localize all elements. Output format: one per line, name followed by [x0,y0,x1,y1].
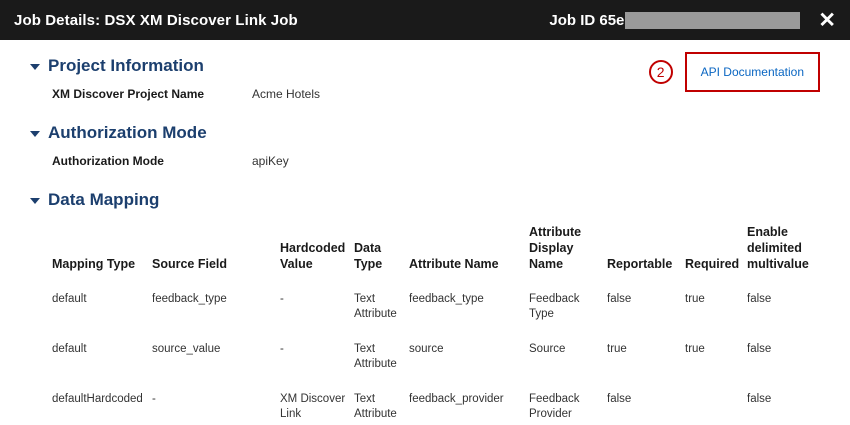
caret-down-icon [30,198,40,204]
cell-attribute-name: feedback_type [409,293,484,305]
api-documentation-highlight-box [685,52,820,92]
table-row [52,332,842,382]
cell-hardcoded-value: - [280,342,284,355]
cell-source-field: - [152,392,156,405]
section-title-data-mapping: Data Mapping [48,190,160,209]
column-header-reportable: Reportable [607,257,673,271]
section-header-data-mapping[interactable] [30,190,820,210]
data-mapping-table [52,224,842,425]
field-label: XM Discover Project Name [52,87,205,101]
field-row [52,154,820,168]
field-value: apiKey [252,154,289,168]
column-header-attribute-name: Attribute Name [409,257,499,271]
job-id-redacted-block [625,12,800,29]
cell-enable-delimited-multivalue: false [747,293,772,305]
table-row [52,282,842,332]
column-header-data-type: Data Type [354,241,383,271]
cell-hardcoded-value: XM Discover Link [280,392,346,420]
section-authorization-mode [30,123,820,168]
section-data-mapping [30,190,820,425]
cell-reportable: true [607,342,627,355]
cell-attribute-display-name: Source [529,342,566,355]
api-documentation-link[interactable]: API Documentation [700,65,804,79]
cell-attribute-name: feedback_provider [409,392,504,405]
table-header-row [52,224,842,282]
caret-down-icon [30,131,40,137]
cell-attribute-display-name: Feedback Provider [529,392,580,420]
dialog-title: Job Details: DSX XM Discover Link Job [14,11,298,29]
table-row [52,382,842,425]
cell-mapping-type: default [52,293,87,305]
column-header-required: Required [685,257,740,271]
cell-mapping-type: defaultHardcoded [52,392,143,405]
cell-source-field: feedback_type [152,293,227,305]
cell-enable-delimited-multivalue: false [747,392,772,405]
column-header-hardcoded-value: Hardcoded Value [280,241,346,271]
data-mapping-table-wrap [52,224,820,425]
job-id-label: Job ID 65e [549,11,625,29]
cell-attribute-name: source [409,342,444,355]
section-title-authorization-mode: Authorization Mode [48,123,207,142]
field-value: Acme Hotels [252,87,321,101]
cell-enable-delimited-multivalue: false [747,342,772,355]
cell-required: true [685,342,705,355]
api-documentation-callout [649,52,820,92]
column-header-source-field: Source Field [152,257,228,271]
section-title-project-information: Project Information [48,56,204,75]
close-icon[interactable]: ✕ [818,8,836,32]
cell-hardcoded-value: - [280,293,284,305]
column-header-enable-delimited-multivalue: Enable delimited multivalue [747,225,809,271]
cell-source-field: source_value [152,342,221,355]
section-header-authorization-mode[interactable] [30,123,820,143]
titlebar-right-group [549,10,836,31]
step-number-badge: 2 [649,60,673,84]
dialog-titlebar [0,0,850,40]
dialog-body [0,40,850,425]
cell-mapping-type: default [52,342,87,355]
cell-data-type: Text Attribute [354,293,397,320]
cell-data-type: Text Attribute [354,392,397,420]
column-header-mapping-type: Mapping Type [52,257,136,271]
cell-reportable: false [607,392,632,405]
cell-required: true [685,293,705,305]
column-header-attribute-display-name: Attribute Display Name [529,225,582,271]
caret-down-icon [30,64,40,70]
cell-required [685,382,747,425]
field-label: Authorization Mode [52,154,164,168]
cell-reportable: false [607,293,632,305]
cell-data-type: Text Attribute [354,342,397,370]
cell-attribute-display-name: Feedback Type [529,293,580,320]
